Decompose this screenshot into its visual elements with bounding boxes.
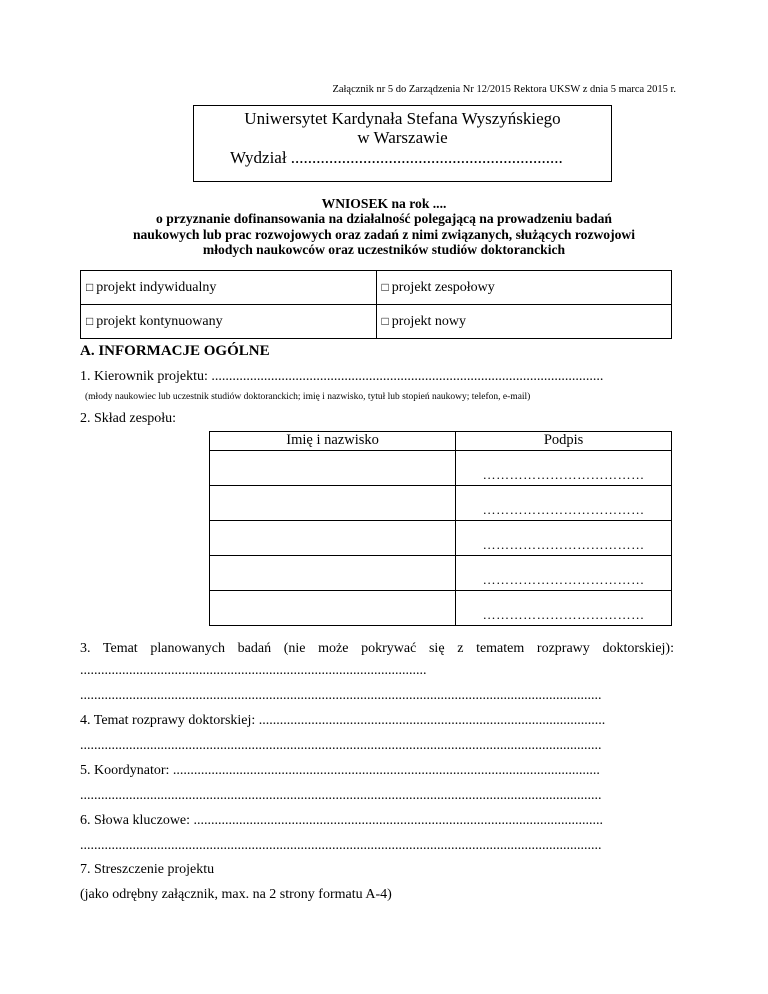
- checkbox-icon[interactable]: □: [381, 313, 389, 328]
- thesis-field-line-2[interactable]: .....................................................................................................................................................: [80, 738, 602, 753]
- title-line-1: WNIOSEK na rok ....: [321, 196, 447, 211]
- university-name: Uniwersytet Kardynała Stefana Wyszyńskiego: [244, 109, 561, 128]
- col-name-header: Imię i nazwisko: [210, 432, 456, 451]
- option-team-label: projekt zespołowy: [391, 279, 495, 295]
- leader-field[interactable]: 1. Kierownik projektu: ................................................................................................................: [80, 369, 604, 384]
- keywords-field[interactable]: 6. Słowa kluczowe: .....................................................................................................................: [80, 813, 604, 828]
- table-row: [210, 451, 672, 486]
- thesis-field[interactable]: 4. Temat rozprawy doktorskiej: ...................................................................................................: [80, 713, 606, 728]
- leader-hint: (młody naukowiec lub uczestnik studiów doktoranckich; imię i nazwisko, tytuł lub stopień naukowy; telefon, e-mail): [85, 392, 531, 402]
- annex-note: Załącznik nr 5 do Zarządzenia Nr 12/2015 Rektora UKSW z dnia 5 marca 2015 r.: [332, 84, 676, 95]
- title-line-3: naukowych lub prac rozwojowych oraz zadań z nimi związanych, służących rozwojowi: [132, 226, 636, 242]
- project-type-table: [80, 270, 672, 339]
- checkbox-icon[interactable]: □: [381, 279, 389, 294]
- member-name-cell[interactable]: [210, 451, 456, 486]
- member-name-cell[interactable]: [210, 556, 456, 591]
- option-team[interactable]: [376, 271, 671, 305]
- table-row: [210, 591, 672, 626]
- university-box: [193, 105, 612, 182]
- option-continued[interactable]: [81, 305, 377, 339]
- table-row: [210, 521, 672, 556]
- coordinator-field[interactable]: 5. Koordynator: ..........................................................................................................................: [80, 763, 600, 778]
- member-name-cell[interactable]: [210, 486, 456, 521]
- signature-cell[interactable]: ………………………………: [456, 591, 672, 626]
- signature-cell[interactable]: ………………………………: [456, 451, 672, 486]
- university-city: w Warszawie: [357, 128, 448, 147]
- option-individual-label: projekt indywidualny: [96, 279, 217, 295]
- summary-label: 7. Streszczenie projektu: [80, 862, 215, 877]
- coordinator-field-line-2[interactable]: .....................................................................................................................................................: [80, 788, 602, 803]
- topic-field-line-1[interactable]: ...................................................................................................: [80, 663, 427, 678]
- table-row: [210, 556, 672, 591]
- topic-label: 3. Temat planowanych badań (nie może pokrywać się z tematem rozprawy doktorskiej):: [80, 641, 674, 656]
- option-new[interactable]: [376, 305, 671, 339]
- section-a-heading: A. INFORMACJE OGÓLNE: [80, 343, 270, 359]
- signature-cell[interactable]: ………………………………: [456, 486, 672, 521]
- option-continued-label: projekt kontynuowany: [96, 313, 223, 329]
- checkbox-icon[interactable]: □: [86, 313, 94, 328]
- faculty-field[interactable]: Wydział ................................................................: [230, 148, 563, 167]
- member-name-cell[interactable]: [210, 521, 456, 556]
- table-row: [210, 486, 672, 521]
- signature-cell[interactable]: ………………………………: [456, 521, 672, 556]
- keywords-field-line-2[interactable]: .....................................................................................................................................................: [80, 838, 602, 853]
- form-title: [60, 196, 708, 258]
- topic-field-line-2[interactable]: .....................................................................................................................................................: [80, 688, 602, 703]
- signature-cell[interactable]: ………………………………: [456, 556, 672, 591]
- summary-hint: (jako odrębny załącznik, max. na 2 strony formatu A-4): [80, 887, 392, 902]
- team-table: [209, 431, 672, 626]
- option-new-label: projekt nowy: [391, 313, 467, 329]
- col-sign-header: Podpis: [456, 432, 672, 451]
- title-line-2: o przyznanie dofinansowania na działalność polegającą na prowadzeniu badań: [156, 211, 612, 227]
- option-individual[interactable]: [81, 271, 377, 305]
- member-name-cell[interactable]: [210, 591, 456, 626]
- team-label: 2. Skład zespołu:: [80, 411, 177, 426]
- checkbox-icon[interactable]: □: [86, 279, 94, 294]
- title-line-4: młodych naukowców oraz uczestników studiów doktoranckich: [202, 242, 566, 258]
